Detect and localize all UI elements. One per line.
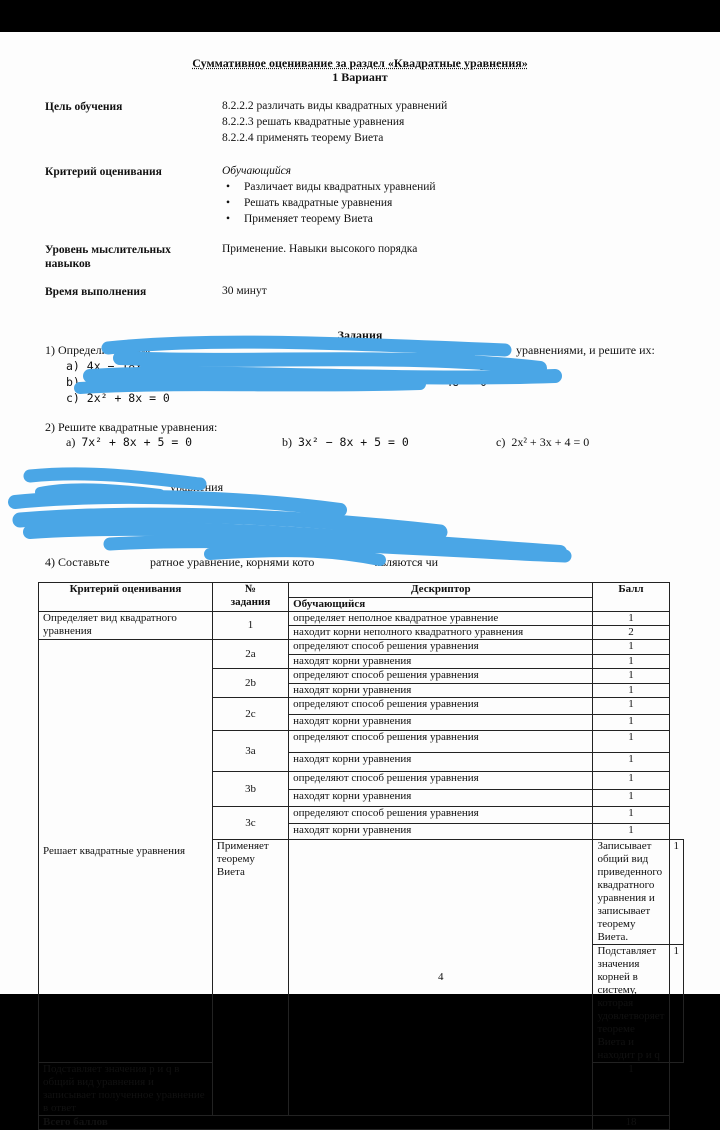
header-descriptor: Дескриптор [289,583,593,598]
time-value: 30 минут [222,285,267,297]
task-1-end: уравнениями, и решите их: [516,343,655,357]
descriptor-cell: находят корни уравнения [289,823,593,840]
task-2c-equation: 2x² + 3x + 4 = 0 [511,435,590,449]
task-number-cell: 3b [212,772,288,807]
goal-label: Цель обучения [45,101,123,113]
task-2b-label: b) [282,435,292,449]
task-4-end: являются чи [375,555,439,569]
descriptor-cell: находят корни уравнения [289,752,593,771]
score-cell: 1 [669,840,684,945]
task-number-cell: 2a [212,640,288,669]
task-1-right2: c) 3x − 48 = 0 [390,375,487,389]
task-number-cell: 3c [212,807,288,840]
criteria-item: • Решать квадратные уравнения [222,195,436,211]
scribble-stroke [80,384,420,388]
score-cell: 1 [593,807,669,824]
table-row [39,640,684,655]
score-cell: 2 [593,626,669,640]
scribble-stroke [30,474,200,484]
descriptor-cell: определяют способ решения уравнения [289,698,593,715]
descriptor-cell: находит корни неполного квадратного уравнения [289,626,593,640]
criteria-item: • Различает виды квадратных уравнений [222,179,436,195]
scribble-stroke [90,373,555,377]
header-task-number-line: № [244,583,257,595]
task-4-mid: ратное уравнение, корнями кото [150,555,315,569]
score-cell: 1 [593,640,669,655]
total-label: Всего баллов [39,1116,593,1130]
rubric-header-row [39,583,684,598]
goal-item: 8.2.2.2 различать виды квадратных уравнений [222,100,448,112]
criteria-item: • Применяет теорему Виета [222,211,436,227]
descriptor-cell: определяет неполное квадратное уравнение [289,612,593,626]
task-1c: c) 2x² + 8x = 0 [66,391,170,405]
descriptor-cell: определяют способ решения уравнения [289,731,593,753]
score-cell: 1 [593,772,669,790]
task-2c-label: c) [496,435,506,449]
criterion-cell: Применяет теорему Виета [212,840,288,1116]
criterion-cell: Решает квадратные уравнения [39,640,213,1063]
descriptor-cell: находят корни уравнения [289,683,593,698]
score-cell: 1 [593,612,669,626]
score-cell: 1 [593,731,669,753]
task-2a-label: a) [66,435,76,449]
level-value: Применение. Навыки высокого порядка [222,243,418,255]
task-2a-equation: 7x² + 8x + 5 = 0 [81,435,193,449]
scribble-stroke [40,488,160,494]
header-task-number [212,583,288,612]
score-cell: 1 [593,714,669,731]
descriptor-cell: Записывает общий вид приведенного квадратного уравнения и записывает теорему Виета. [593,840,669,945]
task-1-right: − 1 = 0 [465,359,514,373]
task-number-cell: 1 [212,612,288,640]
header-criterion: Критерий оценивания [39,583,213,612]
goal-item: 8.2.2.4 применять теорему Виета [222,132,384,144]
level-label-line: Уровень мыслительных [45,244,171,256]
header-task-number-line: задания [230,596,271,608]
descriptor-cell: определяют способ решения уравнения [289,640,593,655]
total-score: 18 [593,1116,669,1130]
scribble-stroke [210,551,380,560]
descriptor-cell: определяют способ решения уравнения [289,807,593,824]
criteria-intro: Обучающийся [222,165,292,177]
task-1b: b) [66,375,80,389]
score-cell: 1 [593,698,669,715]
descriptor-cell: Подставляет значения корней в систему, которая удовлетворяет теореме Виета и находит p и q [593,945,669,1063]
score-cell: 1 [669,945,684,1063]
descriptor-cell: находят корни уравнения [289,789,593,807]
level-label-line: навыков [45,258,91,270]
task-1-start: 1) Определите, какие [45,343,154,357]
time-label: Время выполнения [45,286,147,298]
task-number-cell: 4 [289,840,593,1116]
score-cell: 1 [593,823,669,840]
descriptor-cell: определяют способ решения уравнения [289,669,593,684]
descriptor-cell: Подставляет значения p и q в общий вид уравнения и записывает полученное уравнение в ответ [39,1063,213,1116]
descriptor-subheader: Обучающийся [289,598,593,612]
score-cell: 1 [593,1063,669,1116]
criteria-label: Критерий оценивания [45,166,162,178]
score-cell: 1 [593,669,669,684]
total-row [39,1116,684,1130]
score-cell: 1 [593,654,669,669]
tasks-heading: Задания [337,328,383,342]
score-cell: 1 [593,683,669,698]
score-cell: 1 [593,752,669,771]
task-1a: a) 4x − 18x [66,359,143,373]
descriptor-cell: находят корни уравнения [289,714,593,731]
task-number-cell: 2b [212,669,288,698]
header-score: Балл [593,583,669,612]
task-number-cell: 2c [212,698,288,731]
table-row [39,612,684,626]
criterion-cell: Определяет вид квадратного уравнения [39,612,213,640]
task-2: 2) Решите квадратные уравнения: [45,420,218,434]
descriptor-cell: определяют способ решения уравнения [289,772,593,790]
scribble-stroke [108,342,505,350]
task-2b-equation: 3x² − 8x + 5 = 0 [298,435,409,449]
score-cell: 1 [593,789,669,807]
worksheet-page [0,32,720,1128]
descriptor-cell: находят корни уравнения [289,654,593,669]
variant-label: 1 Вариант [332,70,388,84]
goal-item: 8.2.2.3 решать квадратные уравнения [222,116,405,128]
page-title: Суммативное оценивание за раздел «Квадратные уравнения» [192,56,528,70]
task-number-cell: 3a [212,731,288,772]
task-3-fragment: уравнения [170,480,224,494]
task-4-start: 4) Составьте [45,555,110,569]
scribble-strokes [15,342,565,560]
rubric-table [38,582,684,1130]
